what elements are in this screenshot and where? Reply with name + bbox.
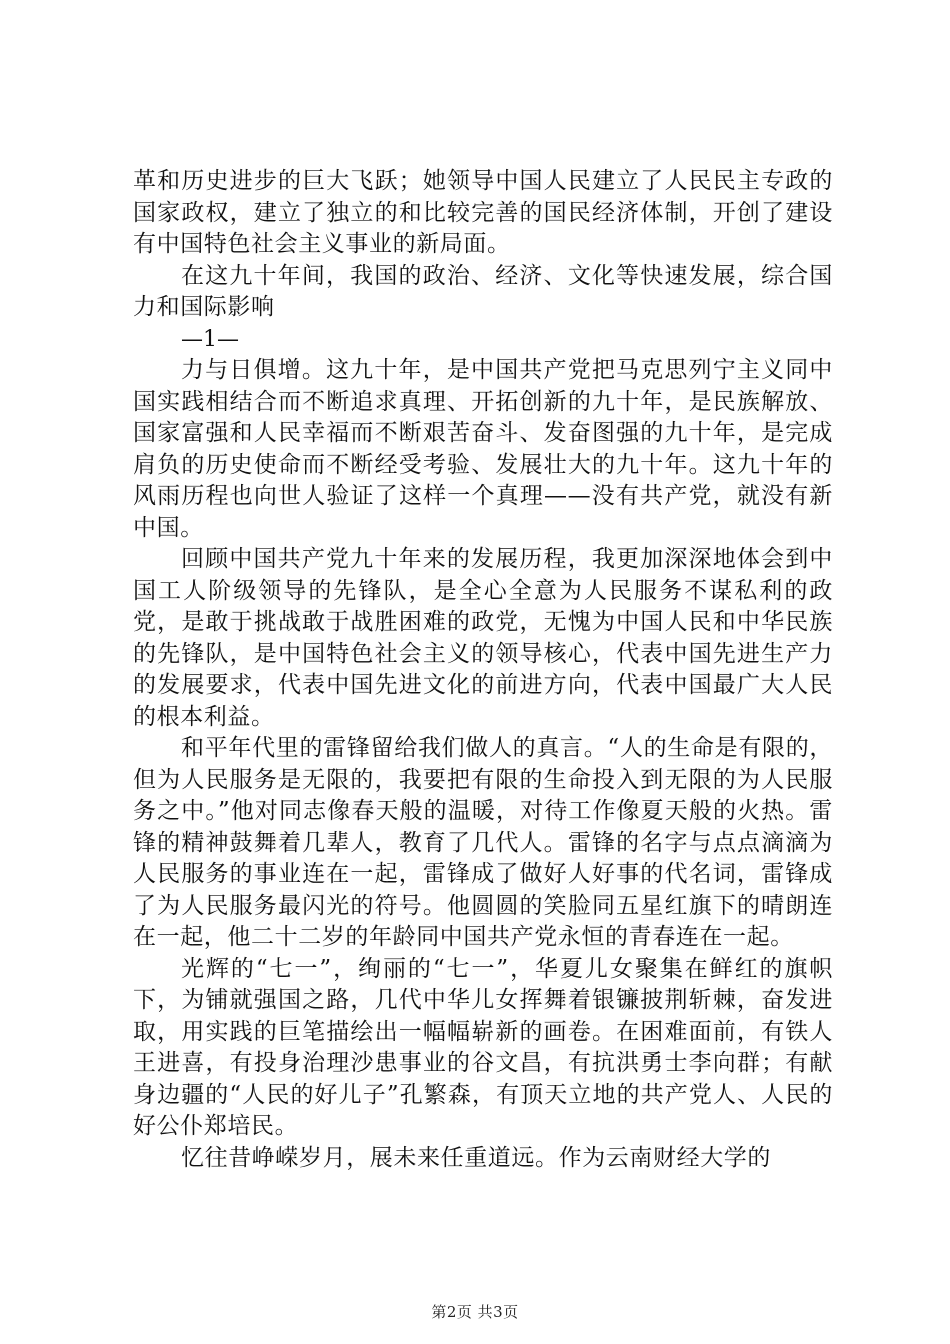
body-text (133, 166, 833, 1174)
paragraph-2: 在这九十年间，我国的政治、经济、文化等快速发展，综合国力和国际影响 (133, 262, 833, 320)
paragraph-7: 忆往昔峥嵘岁月，展未来任重道远。作为云南财经大学的 (181, 1144, 771, 1171)
paragraph-3: 力与日俱增。这九十年，是中国共产党把马克思列宁主义同中国实践相结合而不断追求真理、开拓创新的九十年，是民族解放、国家富强和人民幸福而不断艰苦奋斗、发奋图强的九十年，是完成肩负的历史使命而不断经受考验、发展壮大的九十年。这九十年的风雨历程也向世人验证了这样一个真理——没有共产党，就没有新中国。 (133, 357, 833, 541)
page-footer: 第2页 共3页 (431, 1303, 519, 1321)
paragraph-6: 光辉的“七一”，绚丽的“七一”，华夏儿女聚集在鲜红的旗帜下，为铺就强国之路，几代中华儿女挥舞着银镰披荆斩棘，奋发进取，用实践的巨笔描绘出一幅幅崭新的画卷。在困难面前，有铁人王进喜，有投身治理沙患事业的谷文昌，有抗洪勇士李向群；有献身边疆的“人民的好儿子”孔繁森，有顶天立地的共产党人、人民的好公仆郑培民。 (133, 955, 833, 1139)
paragraph-4: 回顾中国共产党九十年来的发展历程，我更加深深地体会到中国工人阶级领导的先锋队，是全心全意为人民服务不谋私利的政党，是敢于挑战敢于战胜困难的政党，无愧为中国人民和中华民族的先锋队，是中国特色社会主义的领导核心，代表中国先进生产力的发展要求，代表中国先进文化的前进方向，代表中国最广大人民的根本利益。 (133, 546, 833, 730)
inline-page-marker: —1— (181, 326, 239, 352)
paragraph-5: 和平年代里的雷锋留给我们做人的真言。“人的生命是有限的，但为人民服务是无限的，我要把有限的生命投入到无限的为人民服务之中。”他对同志像春天般的温暖，对待工作像夏天般的火热。雷锋的精神鼓舞着几辈人，教育了几代人。雷锋的名字与点点滴滴为人民服务的事业连在一起，雷锋成了做好人好事的代名词，雷锋成了为人民服务最闪光的符号。他圆圆的笑脸同五星红旗下的晴朗连在一起，他二十二岁的年龄同中国共产党永恒的青春连在一起。 (133, 735, 833, 950)
paragraph-1: 革和历史进步的巨大飞跃；她领导中国人民建立了人民民主专政的国家政权，建立了独立的和比较完善的国民经济体制，开创了建设有中国特色社会主义事业的新局面。 (133, 168, 833, 257)
